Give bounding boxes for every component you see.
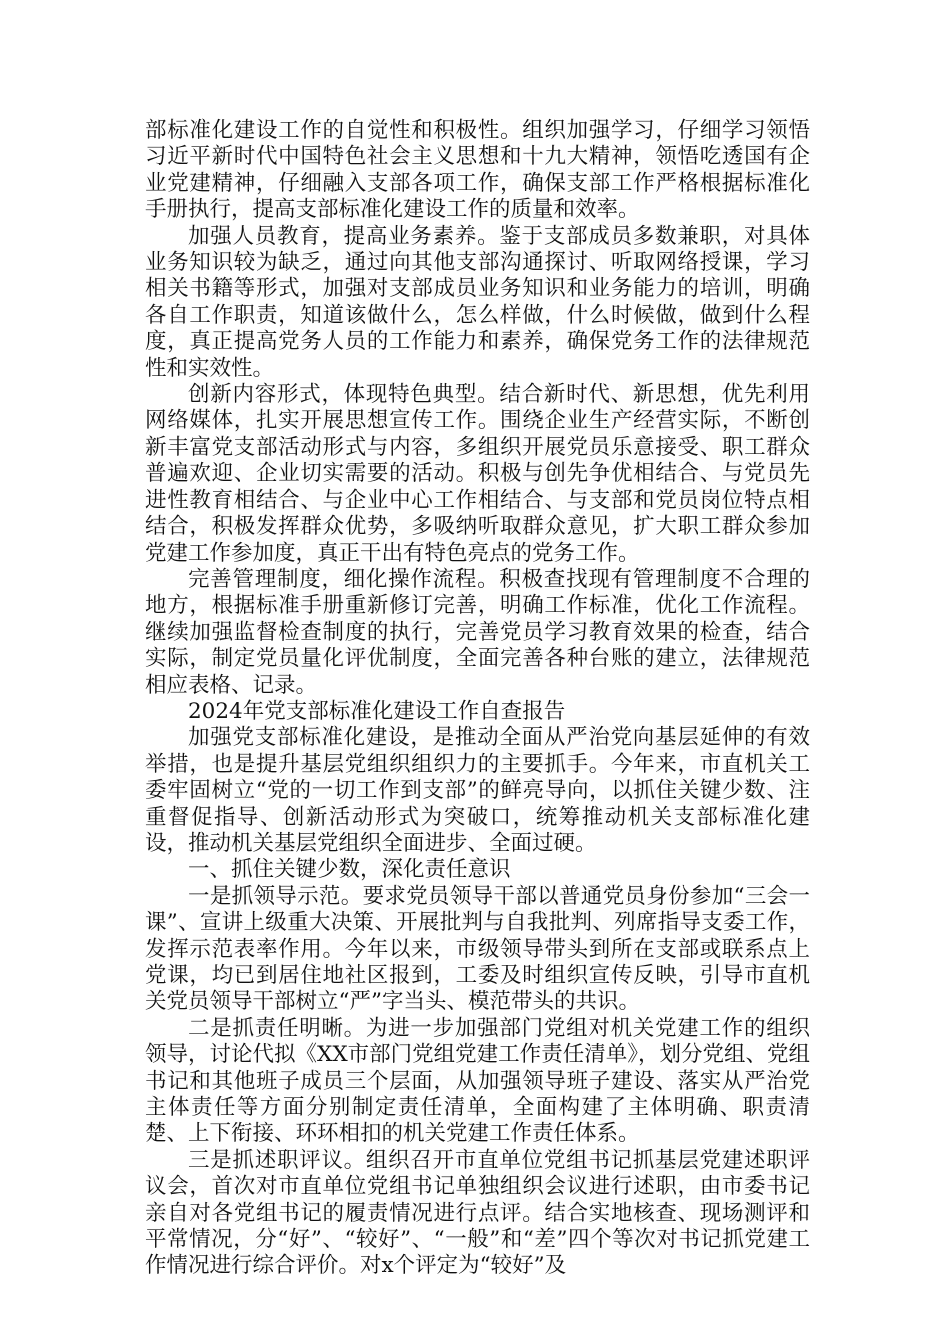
paragraph: 加强党支部标准化建设，是推动全面从严治党向基层延伸的有效举措，也是提升基层党组织组织力的主要抓手。今年来，市直机关工委牢固树立“党的一切工作到支部”的鲜亮导向，以抓住关键少数、注重督促指导、创新活动形式为突破口，统筹推动机关支部标准化建设，推动机关基层党组织全面进步、全面过硬。: [145, 725, 810, 856]
paragraph: 创新内容形式，体现特色典型。结合新时代、新思想，优先利用网络媒体，扎实开展思想宣传工作。围绕企业生产经营实际，不断创新丰富党支部活动形式与内容，多组织开展党员乐意接受、职工群众普遍欢迎、企业切实需要的活动。积极与创先争优相结合、与党员先进性教育相结合、与企业中心工作相结合、与支部和党员岗位特点相结合，积极发挥群众优势，多吸纳听取群众意见，扩大职工群众参加党建工作参加度，真正干出有特色亮点的党务工作。: [145, 382, 810, 566]
document-page: [145, 118, 810, 1280]
paragraph: 加强人员教育，提高业务素养。鉴于支部成员多数兼职，对具体业务知识较为缺乏，通过向其他支部沟通探讨、听取网络授课，学习相关书籍等形式，加强对支部成员业务知识和业务能力的培训，明确各自工作职责，知道该做什么，怎么样做，什么时候做，做到什么程度，真正提高党务人员的工作能力和素养，确保党务工作的法律规范性和实效性。: [145, 223, 810, 381]
paragraph: 部标准化建设工作的自觉性和积极性。组织加强学习，仔细学习领悟习近平新时代中国特色社会主义思想和十九大精神，领悟吃透国有企业党建精神，仔细融入支部各项工作，确保支部工作严格根据标准化手册执行，提高支部标准化建设工作的质量和效率。: [145, 118, 810, 223]
section-title: 2024年党支部标准化建设工作自查报告: [188, 698, 566, 724]
paragraph: 一是抓领导示范。要求党员领导干部以普通党员身份参加“三会一课”、宣讲上级重大决策、开展批判与自我批判、列席指导支委工作，发挥示范表率作用。今年以来，市级领导带头到所在支部或联系点上党课，均已到居住地社区报到，工委及时组织宣传反映，引导市直机关党员领导干部树立“严”字当头、模范带头的共识。: [145, 883, 810, 1015]
paragraph: 三是抓述职评议。组织召开市直单位党组书记抓基层党建述职评议会，首次对市直单位党组书记单独组织会议进行述职，由市委书记亲自对各党组书记的履责情况进行点评。结合实地核查、现场测评和平常情况，分“好”、“较好”、“一般”和“差”四个等次对书记抓党建工作情况进行综合评价。对x个评定为“较好”及: [145, 1147, 810, 1279]
paragraph: 完善管理制度，细化操作流程。积极查找现有管理制度不合理的地方，根据标准手册重新修订完善，明确工作标准，优化工作流程。继续加强监督检查制度的执行，完善党员学习教育效果的检查，结合实际，制定党员量化评优制度，全面完善各种台账的建立，法律规范相应表格、记录。: [145, 566, 810, 698]
paragraph: 二是抓责任明晰。为进一步加强部门党组对机关党建工作的组织领导，讨论代拟《XX市部门党组党建工作责任清单》，划分党组、党组书记和其他班子成员三个层面，从加强领导班子建设、落实从严治党主体责任等方面分别制定责任清单，全面构建了主体明确、职责清楚、上下衔接、环环相扣的机关党建工作责任体系。: [145, 1015, 810, 1147]
section-heading: 一、抓住关键少数，深化责任意识: [188, 857, 511, 883]
